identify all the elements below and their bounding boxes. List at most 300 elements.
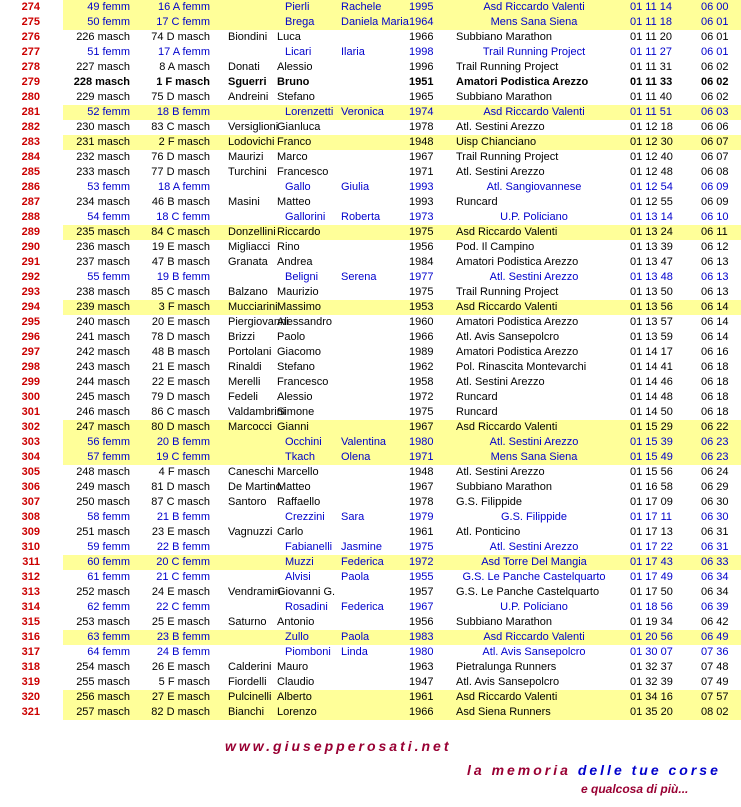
category-rank-cell: 232 masch [76, 151, 130, 163]
finish-time-cell: 01 11 51 [630, 106, 673, 118]
category-rank-cell: 64 femm [87, 646, 130, 658]
first-name-cell: Rino [277, 241, 300, 253]
table-row [0, 570, 741, 585]
table-row [0, 0, 741, 15]
position-cell: 317 [21, 646, 40, 658]
table-row [0, 405, 741, 420]
birth-year-cell: 1971 [409, 166, 434, 178]
class-rank-cell: 87 C masch [151, 496, 210, 508]
last-name-cell: Valdambrini [228, 406, 286, 418]
pace-cell: 06 49 [701, 631, 729, 643]
club-cell: Asd Riccardo Valenti [483, 631, 585, 643]
birth-year-cell: 1972 [409, 391, 434, 403]
position-cell: 304 [21, 451, 40, 463]
category-rank-cell: 58 femm [87, 511, 130, 523]
pace-cell: 06 09 [701, 181, 729, 193]
club-cell: Runcard [456, 406, 498, 418]
finish-time-cell: 01 11 20 [630, 31, 673, 43]
last-name-cell: Pulcinelli [228, 691, 272, 703]
category-rank-cell: 56 femm [87, 436, 130, 448]
position-cell: 320 [21, 691, 40, 703]
club-cell: Pod. Il Campino [456, 241, 535, 253]
club-cell: Atl. Avis Sansepolcro [456, 331, 560, 343]
club-cell: Atl. Sestini Arezzo [489, 436, 579, 448]
class-rank-cell: 17 C femm [156, 16, 210, 28]
class-rank-cell: 8 A masch [159, 61, 210, 73]
table-row [0, 90, 741, 105]
first-name-cell: Alberto [277, 691, 312, 703]
position-cell: 290 [21, 241, 40, 253]
first-name-cell: Matteo [277, 196, 311, 208]
pace-cell: 06 01 [701, 31, 729, 43]
club-cell: U.P. Policiano [500, 211, 568, 223]
table-row [0, 660, 741, 675]
table-row [0, 135, 741, 150]
class-rank-cell: 82 D masch [151, 706, 210, 718]
last-name-cell: Saturno [228, 616, 267, 628]
table-row [0, 705, 741, 720]
finish-time-cell: 01 16 58 [630, 481, 673, 493]
club-cell: Uisp Chianciano [456, 136, 537, 148]
pace-cell: 06 13 [701, 271, 729, 283]
club-cell: Asd Riccardo Valenti [456, 301, 558, 313]
pace-cell: 06 29 [701, 481, 729, 493]
first-name-cell: Giacomo [277, 346, 322, 358]
first-name-cell: Andrea [277, 256, 313, 268]
finish-time-cell: 01 17 13 [630, 526, 673, 538]
position-cell: 295 [21, 316, 40, 328]
pace-cell: 07 57 [701, 691, 729, 703]
birth-year-cell: 1967 [409, 481, 434, 493]
position-cell: 289 [21, 226, 40, 238]
table-row [0, 375, 741, 390]
last-name-cell: Bianchi [228, 706, 265, 718]
class-rank-cell: 18 A femm [158, 181, 210, 193]
first-name-cell: Mauro [277, 661, 309, 673]
first-name-cell: Valentina [341, 436, 387, 448]
position-cell: 307 [21, 496, 40, 508]
class-rank-cell: 86 C masch [151, 406, 210, 418]
table-row [0, 360, 741, 375]
finish-time-cell: 01 11 27 [630, 46, 673, 58]
class-rank-cell: 85 C masch [151, 286, 210, 298]
finish-time-cell: 01 34 16 [630, 691, 673, 703]
finish-time-cell: 01 14 48 [630, 391, 673, 403]
club-cell: Amatori Podistica Arezzo [456, 76, 589, 88]
club-cell: Subbiano Marathon [456, 91, 553, 103]
first-name-cell: Olena [341, 451, 371, 463]
finish-time-cell: 01 13 50 [630, 286, 673, 298]
pace-cell: 06 00 [701, 1, 729, 13]
finish-time-cell: 01 14 50 [630, 406, 673, 418]
position-cell: 283 [21, 136, 40, 148]
first-name-cell: Giovanni G. [277, 586, 336, 598]
table-row [0, 480, 741, 495]
first-name-cell: Antonio [277, 616, 315, 628]
club-cell: Trail Running Project [456, 286, 559, 298]
club-cell: Mens Sana Siena [490, 16, 578, 28]
birth-year-cell: 1998 [409, 46, 434, 58]
category-rank-cell: 59 femm [87, 541, 130, 553]
first-name-cell: Lorenzo [277, 706, 317, 718]
position-cell: 277 [21, 46, 40, 58]
last-name-cell: Andreini [228, 91, 269, 103]
first-name-cell: Stefano [277, 361, 315, 373]
pace-cell: 06 09 [701, 196, 729, 208]
position-cell: 297 [21, 346, 40, 358]
position-cell: 302 [21, 421, 40, 433]
finish-time-cell: 01 32 39 [630, 676, 673, 688]
last-name-cell: Merelli [228, 376, 261, 388]
birth-year-cell: 1977 [409, 271, 434, 283]
position-cell: 308 [21, 511, 40, 523]
birth-year-cell: 1967 [409, 601, 434, 613]
position-cell: 299 [21, 376, 40, 388]
category-rank-cell: 253 masch [76, 616, 130, 628]
last-name-cell: Donati [228, 61, 260, 73]
table-row [0, 195, 741, 210]
last-name-cell: Biondini [228, 31, 268, 43]
first-name-cell: Ilaria [341, 46, 365, 58]
class-rank-cell: 74 D masch [151, 31, 210, 43]
category-rank-cell: 257 masch [76, 706, 130, 718]
table-row [0, 495, 741, 510]
first-name-cell: Matteo [277, 481, 311, 493]
finish-time-cell: 01 11 14 [630, 1, 673, 13]
class-rank-cell: 79 D masch [151, 391, 210, 403]
category-rank-cell: 256 masch [76, 691, 130, 703]
position-cell: 285 [21, 166, 40, 178]
category-rank-cell: 230 masch [76, 121, 130, 133]
birth-year-cell: 1955 [409, 571, 434, 583]
class-rank-cell: 17 A femm [158, 46, 210, 58]
last-name-cell: Masini [228, 196, 260, 208]
club-cell: Asd Riccardo Valenti [456, 421, 558, 433]
first-name-cell: Gianni [277, 421, 309, 433]
last-name-cell: Fiordelli [228, 676, 267, 688]
first-name-cell: Jasmine [341, 541, 382, 553]
category-rank-cell: 242 masch [76, 346, 130, 358]
finish-time-cell: 01 17 22 [630, 541, 673, 553]
category-rank-cell: 235 masch [76, 226, 130, 238]
position-cell: 303 [21, 436, 40, 448]
club-cell: Atl. Sangiovannese [486, 181, 582, 193]
finish-time-cell: 01 17 50 [630, 586, 673, 598]
table-row [0, 165, 741, 180]
pace-cell: 06 23 [701, 436, 729, 448]
birth-year-cell: 1971 [409, 451, 434, 463]
first-name-cell: Paola [341, 571, 370, 583]
position-cell: 296 [21, 331, 40, 343]
first-name-cell: Luca [277, 31, 301, 43]
last-name-cell: De Martino [228, 481, 282, 493]
club-cell: Subbiano Marathon [456, 481, 553, 493]
first-name-cell: Carlo [277, 526, 304, 538]
first-name-cell: Franco [277, 136, 312, 148]
class-rank-cell: 46 B masch [151, 196, 210, 208]
pace-cell: 06 14 [701, 316, 729, 328]
category-rank-cell: 57 femm [87, 451, 130, 463]
birth-year-cell: 1965 [409, 91, 434, 103]
first-name-cell: Francesco [277, 166, 329, 178]
tagline-part-2: delle tue corse [577, 762, 721, 778]
finish-time-cell: 01 35 20 [630, 706, 673, 718]
class-rank-cell: 26 E masch [151, 661, 210, 673]
table-row [0, 120, 741, 135]
club-cell: Trail Running Project [482, 46, 586, 58]
class-rank-cell: 2 F masch [158, 136, 210, 148]
first-name-cell: Veronica [341, 106, 384, 118]
table-row [0, 75, 741, 90]
position-cell: 292 [21, 271, 40, 283]
finish-time-cell: 01 12 30 [630, 136, 673, 148]
pace-cell: 06 10 [701, 211, 729, 223]
finish-time-cell: 01 17 43 [630, 556, 673, 568]
class-rank-cell: 23 E masch [151, 526, 210, 538]
table-row [0, 615, 741, 630]
table-row [0, 270, 741, 285]
category-rank-cell: 248 masch [76, 466, 130, 478]
club-cell: Atl. Avis Sansepolcro [482, 646, 586, 658]
finish-time-cell: 01 13 24 [630, 226, 673, 238]
pace-cell: 06 14 [701, 331, 729, 343]
last-name-cell: Brega [285, 16, 315, 28]
last-name-cell: Donzellini [228, 226, 276, 238]
finish-time-cell: 01 17 49 [630, 571, 673, 583]
finish-time-cell: 01 12 55 [630, 196, 673, 208]
position-cell: 287 [21, 196, 40, 208]
birth-year-cell: 1966 [409, 331, 434, 343]
last-name-cell: Piergiovanni [228, 316, 289, 328]
class-rank-cell: 27 E masch [151, 691, 210, 703]
first-name-cell: Daniela Maria [341, 16, 409, 28]
category-rank-cell: 49 femm [87, 1, 130, 13]
finish-time-cell: 01 15 56 [630, 466, 673, 478]
birth-year-cell: 1978 [409, 121, 434, 133]
class-rank-cell: 5 F masch [158, 676, 210, 688]
club-cell: G.S. Filippide [500, 511, 568, 523]
finish-time-cell: 01 17 09 [630, 496, 673, 508]
last-name-cell: Maurizi [228, 151, 264, 163]
position-cell: 274 [21, 1, 40, 13]
position-cell: 318 [21, 661, 40, 673]
first-name-cell: Giulia [341, 181, 370, 193]
pace-cell: 08 02 [701, 706, 729, 718]
table-row [0, 60, 741, 75]
birth-year-cell: 1975 [409, 226, 434, 238]
first-name-cell: Gianluca [277, 121, 321, 133]
table-row [0, 390, 741, 405]
first-name-cell: Marcello [277, 466, 319, 478]
club-cell: G.S. Filippide [456, 496, 523, 508]
class-rank-cell: 24 B femm [156, 646, 210, 658]
class-rank-cell: 47 B masch [151, 256, 210, 268]
club-cell: Asd Riccardo Valenti [456, 691, 558, 703]
table-row [0, 225, 741, 240]
birth-year-cell: 1961 [409, 526, 434, 538]
class-rank-cell: 22 C femm [156, 601, 210, 613]
category-rank-cell: 229 masch [76, 91, 130, 103]
category-rank-cell: 60 femm [87, 556, 130, 568]
last-name-cell: Muzzi [285, 556, 314, 568]
last-name-cell: Mucciarini [228, 301, 278, 313]
first-name-cell: Marco [277, 151, 308, 163]
category-rank-cell: 238 masch [76, 286, 130, 298]
club-cell: Atl. Sestini Arezzo [456, 376, 545, 388]
birth-year-cell: 1975 [409, 541, 434, 553]
last-name-cell: Fedeli [228, 391, 258, 403]
birth-year-cell: 1984 [409, 256, 434, 268]
table-row [0, 105, 741, 120]
birth-year-cell: 1958 [409, 376, 434, 388]
pace-cell: 06 03 [701, 106, 729, 118]
club-cell: U.P. Policiano [500, 601, 568, 613]
birth-year-cell: 1974 [409, 106, 434, 118]
position-cell: 281 [21, 106, 40, 118]
birth-year-cell: 1975 [409, 406, 434, 418]
finish-time-cell: 01 13 48 [630, 271, 673, 283]
first-name-cell: Simone [277, 406, 315, 418]
first-name-cell: Claudio [277, 676, 315, 688]
category-rank-cell: 240 masch [76, 316, 130, 328]
class-rank-cell: 22 B femm [156, 541, 210, 553]
position-cell: 291 [21, 256, 40, 268]
club-cell: Atl. Sestini Arezzo [456, 121, 545, 133]
class-rank-cell: 83 C masch [151, 121, 210, 133]
last-name-cell: Beligni [285, 271, 319, 283]
table-row [0, 15, 741, 30]
last-name-cell: Zullo [285, 631, 309, 643]
last-name-cell: Calderini [228, 661, 272, 673]
first-name-cell: Federica [341, 556, 384, 568]
table-row [0, 330, 741, 345]
birth-year-cell: 1947 [409, 676, 434, 688]
table-row [0, 45, 741, 60]
pace-cell: 06 30 [701, 511, 729, 523]
category-rank-cell: 234 masch [76, 196, 130, 208]
club-cell: Amatori Podistica Arezzo [456, 346, 579, 358]
table-row [0, 630, 741, 645]
pace-cell: 06 08 [701, 166, 729, 178]
category-rank-cell: 52 femm [87, 106, 130, 118]
club-cell: Asd Riccardo Valenti [483, 106, 585, 118]
class-rank-cell: 18 C femm [156, 211, 210, 223]
category-rank-cell: 251 masch [76, 526, 130, 538]
class-rank-cell: 80 D masch [151, 421, 210, 433]
birth-year-cell: 1993 [409, 181, 434, 193]
category-rank-cell: 245 masch [76, 391, 130, 403]
club-cell: Atl. Sestini Arezzo [456, 166, 545, 178]
last-name-cell: Rosadini [285, 601, 328, 613]
category-rank-cell: 241 masch [76, 331, 130, 343]
class-rank-cell: 20 C femm [156, 556, 210, 568]
table-row [0, 300, 741, 315]
pace-cell: 06 34 [701, 571, 729, 583]
first-name-cell: Riccardo [277, 226, 321, 238]
last-name-cell: Pierli [285, 1, 310, 13]
finish-time-cell: 01 13 56 [630, 301, 673, 313]
last-name-cell: Piomboni [285, 646, 331, 658]
position-cell: 294 [21, 301, 40, 313]
first-name-cell: Sara [341, 511, 365, 523]
position-cell: 288 [21, 211, 40, 223]
club-cell: Subbiano Marathon [456, 616, 553, 628]
position-cell: 321 [21, 706, 40, 718]
position-cell: 301 [21, 406, 40, 418]
category-rank-cell: 252 masch [76, 586, 130, 598]
last-name-cell: Lodovichi [228, 136, 275, 148]
category-rank-cell: 226 masch [76, 31, 130, 43]
last-name-cell: Turchini [228, 166, 267, 178]
tagline-part-1: la memoria [467, 762, 571, 778]
category-rank-cell: 239 masch [76, 301, 130, 313]
table-row [0, 465, 741, 480]
pace-cell: 06 02 [701, 91, 729, 103]
table-row [0, 210, 741, 225]
category-rank-cell: 233 masch [76, 166, 130, 178]
table-row [0, 675, 741, 690]
last-name-cell: Migliacci [228, 241, 271, 253]
class-rank-cell: 77 D masch [151, 166, 210, 178]
club-cell: Trail Running Project [456, 151, 559, 163]
club-cell: Mens Sana Siena [490, 451, 578, 463]
pace-cell: 07 49 [701, 676, 729, 688]
class-rank-cell: 21 E masch [151, 361, 210, 373]
finish-time-cell: 01 12 18 [630, 121, 673, 133]
birth-year-cell: 1963 [409, 661, 434, 673]
position-cell: 313 [21, 586, 40, 598]
position-cell: 286 [21, 181, 40, 193]
category-rank-cell: 250 masch [76, 496, 130, 508]
class-rank-cell: 18 B femm [156, 106, 210, 118]
class-rank-cell: 21 C femm [156, 571, 210, 583]
table-row [0, 420, 741, 435]
position-cell: 280 [21, 91, 40, 103]
category-rank-cell: 54 femm [87, 211, 130, 223]
pace-cell: 06 14 [701, 301, 729, 313]
finish-time-cell: 01 11 18 [630, 16, 673, 28]
table-row [0, 510, 741, 525]
category-rank-cell: 50 femm [87, 16, 130, 28]
pace-cell: 06 06 [701, 121, 729, 133]
finish-time-cell: 01 30 07 [630, 646, 673, 658]
first-name-cell: Stefano [277, 91, 315, 103]
finish-time-cell: 01 20 56 [630, 631, 673, 643]
class-rank-cell: 76 D masch [151, 151, 210, 163]
category-rank-cell: 244 masch [76, 376, 130, 388]
birth-year-cell: 1995 [409, 1, 434, 13]
table-row [0, 540, 741, 555]
table-row [0, 600, 741, 615]
class-rank-cell: 1 F masch [156, 76, 210, 88]
pace-cell: 06 01 [701, 46, 729, 58]
finish-time-cell: 01 12 54 [630, 181, 673, 193]
first-name-cell: Alessandro [277, 316, 333, 328]
last-name-cell: Balzano [228, 286, 268, 298]
club-cell: Atl. Sestini Arezzo [456, 466, 545, 478]
position-cell: 316 [21, 631, 40, 643]
position-cell: 278 [21, 61, 40, 73]
finish-time-cell: 01 32 37 [630, 661, 673, 673]
class-rank-cell: 75 D masch [151, 91, 210, 103]
category-rank-cell: 237 masch [76, 256, 130, 268]
pace-cell: 06 18 [701, 376, 729, 388]
site-url-link[interactable]: www.giusepperosati.net [225, 738, 452, 754]
finish-time-cell: 01 15 29 [630, 421, 673, 433]
last-name-cell: Marcocci [228, 421, 273, 433]
position-cell: 298 [21, 361, 40, 373]
first-name-cell: Paola [341, 631, 370, 643]
